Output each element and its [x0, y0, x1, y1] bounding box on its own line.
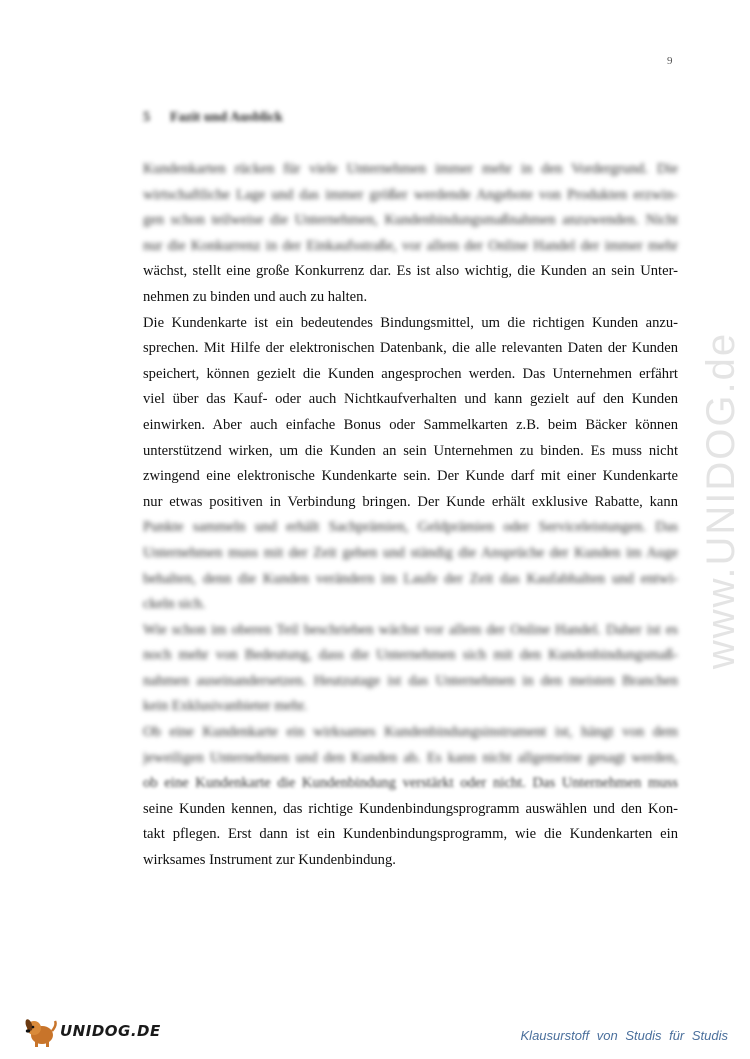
text-line: wirtschaftliche Lage und das immer größer werdende Angebote von Produkten erzwin- — [143, 186, 678, 203]
text-line: takt pflegen. Erst dann ist ein Kundenbindungsprogramm, wie die Kundenkarten ein — [143, 826, 678, 843]
section-heading — [143, 110, 283, 126]
footer-tagline: Klausurstoff von Studis für Studis — [520, 1028, 728, 1043]
text-line: wächst, stellt eine große Konkurrenz dar. Es ist also wichtig, die Kunden an sein Unter- — [143, 263, 678, 280]
text-line: jeweiligen Unternehmen und den Kunden ab. Es kann nicht allgemeine gesagt werden, — [143, 749, 678, 766]
text-line: viel über das Kauf- oder auch Nichtkaufverhalten und kann gezielt auf den Kunden — [143, 391, 678, 408]
text-line: unterstützend wirken, um die Kunden an sein Unternehmen zu binden. Es muss nicht — [143, 442, 678, 459]
text-line: einwirken. Aber auch einfache Bonus oder Sammelkarten z.B. beim Bäcker können — [143, 416, 678, 433]
text-line: gen schon teilweise die Unternehmen, Kundenbindungsmaßnahmen anzuwenden. Nicht — [143, 212, 678, 229]
dog-icon — [22, 1013, 58, 1049]
text-line: nur etwas positiven in Verbindung bringen. Der Kunde erhält exklusive Rabatte, kann — [143, 493, 678, 510]
text-line: wirksames Instrument zur Kundenbindung. — [143, 852, 396, 869]
text-line: ckeln sich. — [143, 596, 206, 613]
text-line: Punkte sammeln und erhält Sachprämien, Geldprämien oder Serviceleistungen. Das — [143, 519, 678, 536]
text-line: behalten, denn die Kunden verändern im Laufe der Zeit das Kaufabhalten und entwi- — [143, 570, 678, 587]
text-line: Kundenkarten rücken für viele Unternehmen immer mehr in den Vordergrund. Die — [143, 161, 678, 177]
text-line: ob eine Kundenkarte die Kundenbindung verstärkt oder nicht. Das Unternehmen muss — [143, 775, 678, 792]
text-line: zwingend eine elektronische Kundenkarte sein. Der Kunde darf mit einer Kundenkarte — [143, 468, 678, 485]
unidog-logo — [22, 1012, 162, 1050]
text-line: kein Exklusivanbieter mehr. — [143, 698, 308, 715]
body-text — [143, 157, 678, 874]
section-title: Fazit und Ausblick — [170, 110, 283, 125]
watermark-text: www.UNIDOG.de — [699, 331, 744, 669]
text-line: Unternehmen muss mit der Zeit gehen und ständig die Ansprüche der Kunden im Auge — [143, 544, 678, 561]
text-line: Ob eine Kundenkarte ein wirksames Kundenbindungsinstrument ist, hängt von dem — [143, 724, 678, 741]
text-line: nehmen zu binden und auch zu halten. — [143, 288, 368, 305]
text-line: speichert, können gezielt die Kunden angesprochen werden. Das Unternehmen erfährt — [143, 365, 678, 382]
logo-text: UNIDOG.DE — [60, 1022, 161, 1040]
section-number: 5 — [143, 110, 150, 125]
text-line: nahmen auseinandersetzen. Heutzutage ist das Unternehmen in den meisten Branchen — [143, 672, 678, 689]
text-line: Wie schon im oberen Teil beschrieben wächst vor allem der Online Handel. Daher ist es — [143, 621, 678, 638]
text-line: Die Kundenkarte ist ein bedeutendes Bindungsmittel, um die richtigen Kunden anzu- — [143, 314, 678, 331]
watermark — [699, 265, 744, 735]
text-line: seine Kunden kennen, das richtige Kundenbindungsprogramm auswählen und den Kon- — [143, 800, 678, 817]
text-line: noch mehr von Bedeutung, dass die Unternehmen sich mit den Kundenbindungsmaß- — [143, 647, 678, 664]
text-line: nur die Konkurrenz in der Einkaufsstraße, vor allem der Online Handel der immer mehr — [143, 237, 678, 254]
text-line: sprechen. Mit Hilfe der elektronischen Datenbank, die alle relevanten Daten der Kunden — [143, 340, 678, 357]
page-number: 9 — [667, 55, 673, 67]
